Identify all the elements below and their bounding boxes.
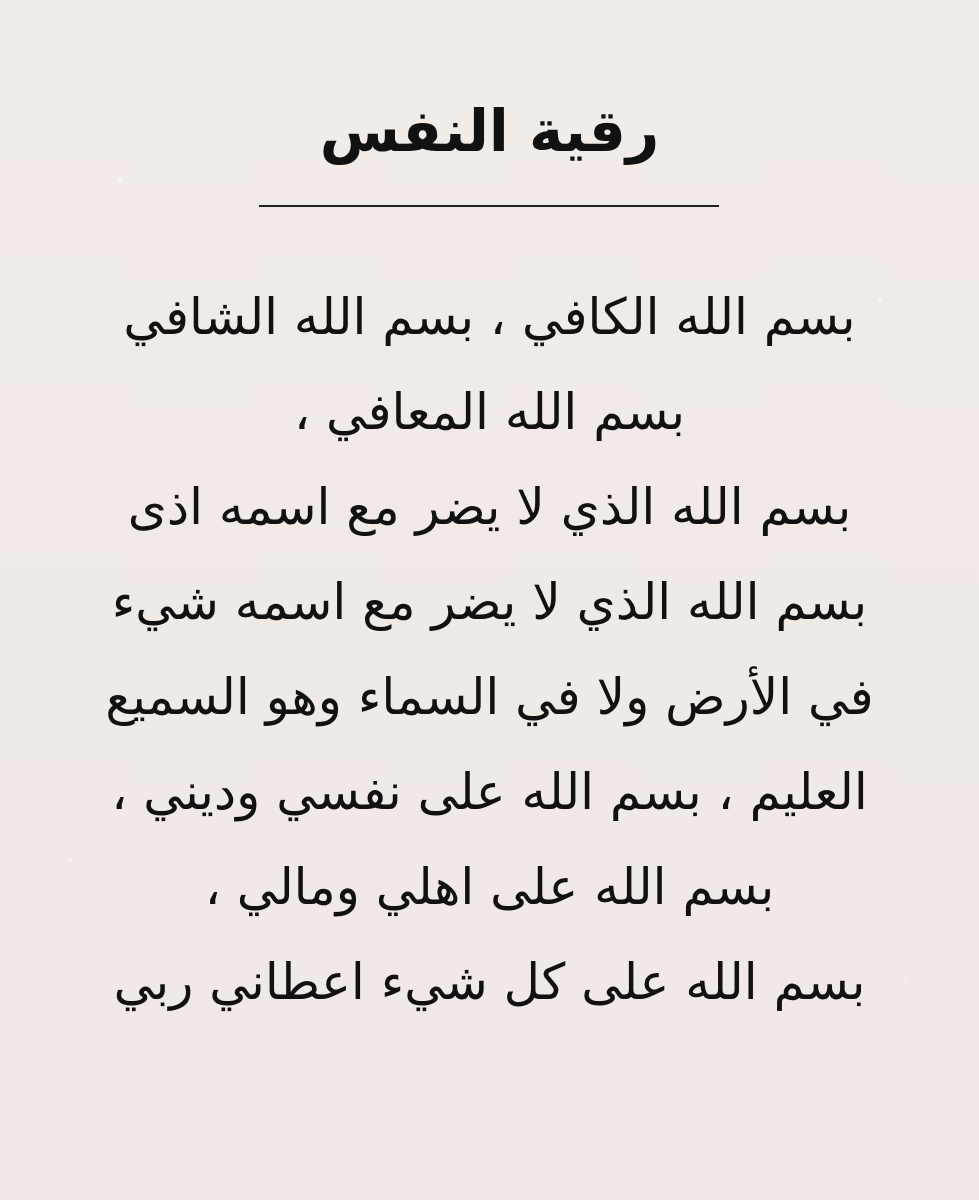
text-line: بسم الله على كل شيء اعطاني ربي: [113, 953, 866, 1011]
page-title: رقية النفس: [319, 97, 660, 165]
document-body: [95, 270, 884, 1030]
text-line: في الأرض ولا في السماء وهو السميع: [105, 668, 874, 726]
text-line: بسم الله الذي لا يضر مع اسمه اذى: [127, 478, 852, 536]
text-line: العليم ، بسم الله على نفسي وديني ،: [111, 763, 868, 821]
title-divider: [259, 205, 719, 207]
text-line: بسم الله على اهلي ومالي ،: [204, 858, 775, 916]
text-line: بسم الله الكافي ، بسم الله الشافي: [123, 288, 856, 346]
text-line: بسم الله المعافي ،: [293, 383, 686, 441]
text-line: بسم الله الذي لا يضر مع اسمه شيء: [111, 573, 868, 631]
